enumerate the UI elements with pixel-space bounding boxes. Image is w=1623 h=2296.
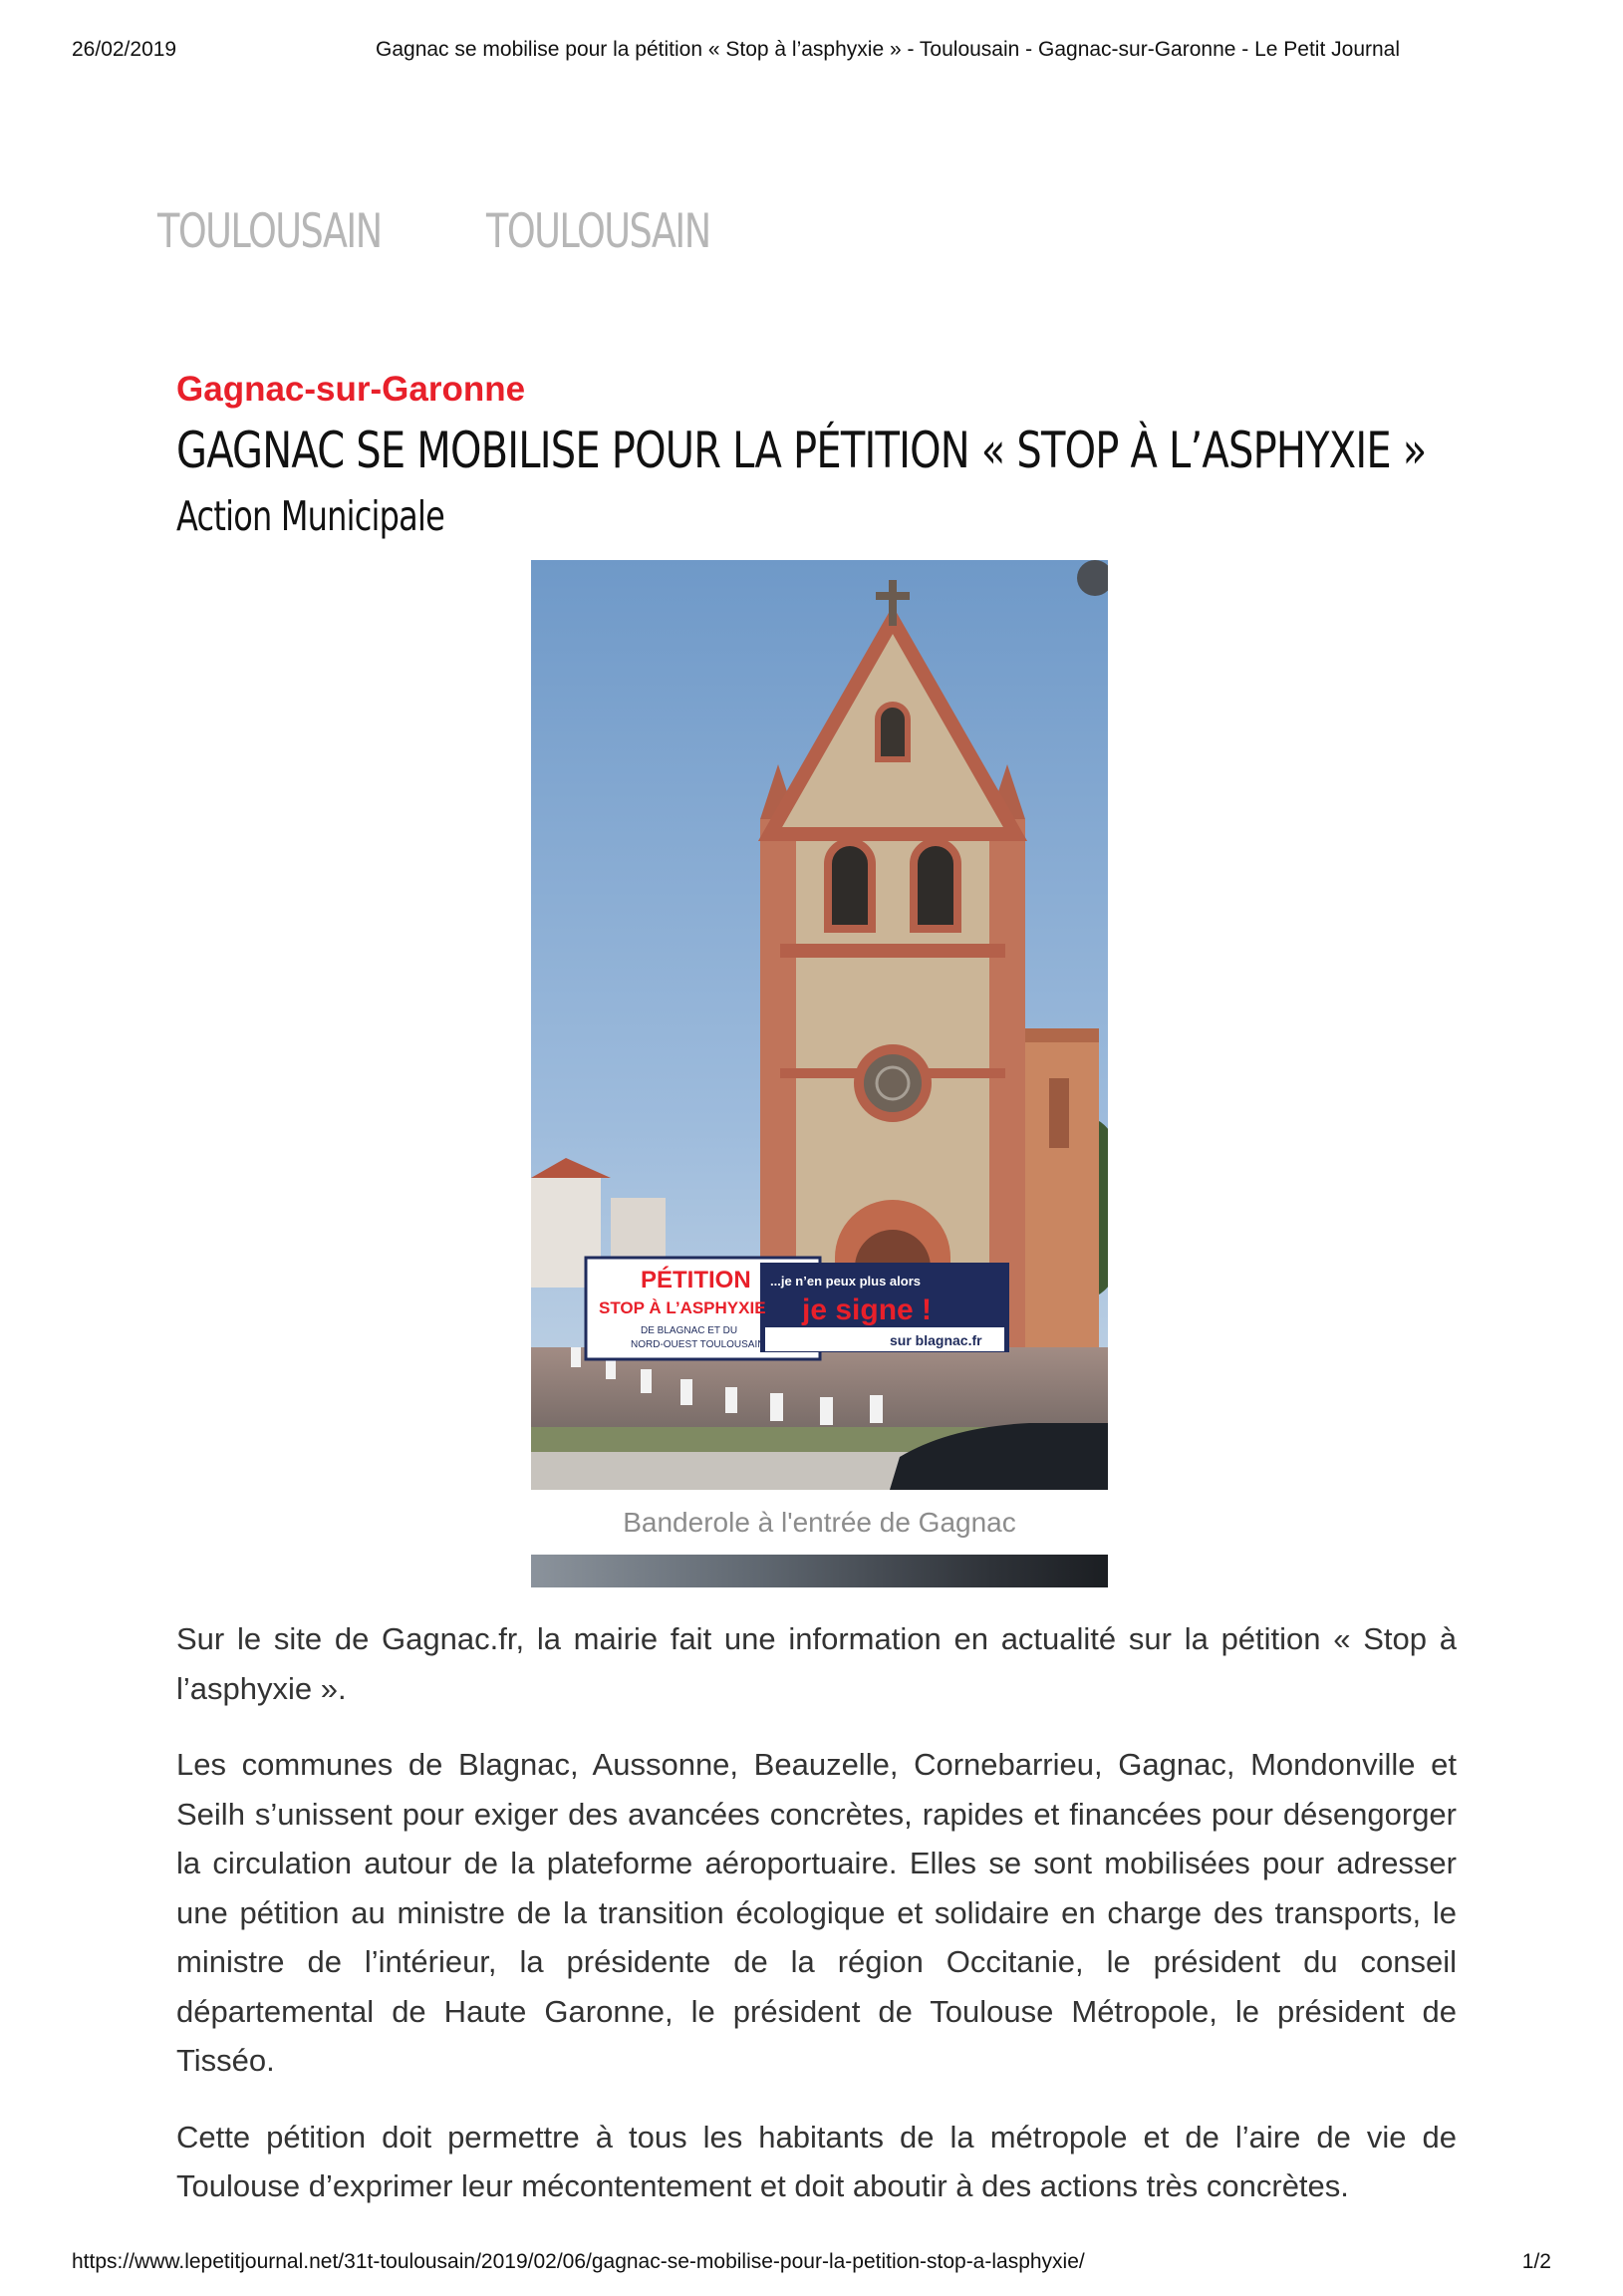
photo-bottom-strip: [531, 1555, 1108, 1587]
article-subheadline: Action Municipale: [176, 492, 445, 540]
section-link-toulousain-1[interactable]: TOULOUSAIN: [157, 204, 382, 259]
banner-petition-text: PÉTITION: [641, 1267, 751, 1293]
article-figure: [531, 560, 1108, 1587]
article-headline: GAGNAC SE MOBILISE POUR LA PÉTITION « STOP À L’ASPHYXIE »: [176, 422, 1427, 479]
petition-banner: [586, 1258, 1009, 1359]
banner-region-line2: NORD-OUEST TOULOUSAIN: [631, 1339, 765, 1350]
article-paragraph-3: Cette pétition doit permettre à tous les habitants de la métropole et de l’aire de vie de Toulouse d’exprimer leur mécontentement et doit aboutir à des actions très concrètes.: [176, 2119, 1457, 2203]
photo-caption: Banderole à l'entrée de Gagnac: [531, 1490, 1108, 1555]
article-paragraph-2: Les communes de Blagnac, Aussonne, Beauzelle, Cornebarrieu, Gagnac, Mondonville et Seilh s’unissent pour exiger des avancées concrètes, rapides et financées pour désengorger la circulation autour de la plateforme aéroportuaire. Elles se sont mobilisées pour adresser une pétition au ministre de la transition écologique et solidaire en charge des transports, le ministre de l’intérieur, la présidente de la région Occitanie, le président du conseil départemental de Haute Garonne, le président de Toulouse Métropole, le président de Tisséo.: [176, 1747, 1457, 2078]
article-paragraph-1: Sur le site de Gagnac.fr, la mairie fait une information en actualité sur la pétition « Stop à l’asphyxie ».: [176, 1621, 1457, 1706]
article-header: [176, 367, 1462, 542]
banner-tagline-text: ...je n’en peux plus alors: [770, 1274, 921, 1289]
print-footer: [72, 2250, 1551, 2280]
print-page-number: 1/2: [1521, 2250, 1551, 2273]
banner-region-line1: DE BLAGNAC ET DU: [641, 1325, 738, 1336]
category-link[interactable]: Gagnac-sur-Garonne: [176, 370, 526, 409]
print-header: [72, 38, 1551, 68]
banner-stop-text: STOP À L’ASPHYXIE: [599, 1298, 766, 1317]
church-photo-illustration: [531, 560, 1108, 1490]
banner-cta-text: je signe !: [802, 1293, 933, 1326]
article-photo[interactable]: [531, 560, 1108, 1490]
print-date: 26/02/2019: [72, 38, 177, 61]
print-title: Gagnac se mobilise pour la pétition « Stop à l’asphyxie » - Toulousain - Gagnac-sur-Garonne - Le Petit Journal: [376, 38, 1401, 61]
section-nav: [157, 204, 815, 264]
print-url-link[interactable]: https://www.lepetitjournal.net/31t-toulousain/2019/02/06/gagnac-se-mobilise-pour-la-petition-stop-a-lasphyxie/: [72, 2250, 1085, 2273]
banner-site-text: sur blagnac.fr: [890, 1332, 982, 1348]
article-body: [176, 1614, 1457, 2238]
section-link-toulousain-2[interactable]: TOULOUSAIN: [486, 204, 710, 259]
